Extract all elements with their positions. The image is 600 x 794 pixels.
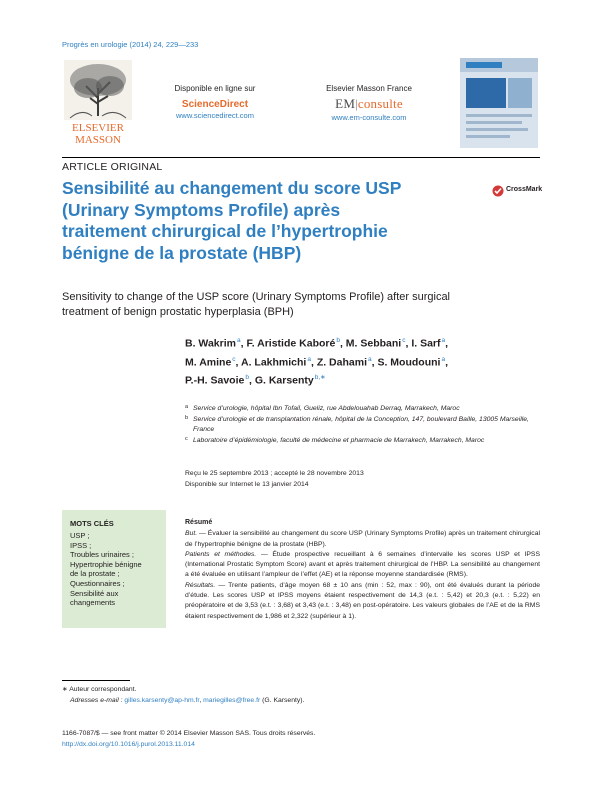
elsevier-tree-icon [62, 58, 134, 148]
keyword-item[interactable]: Sensibilité aux [70, 588, 119, 598]
elsevier-logo[interactable] [62, 58, 134, 148]
header-divider [62, 157, 540, 158]
em-consulte-block [300, 84, 438, 122]
author[interactable]: S. Moudouni [377, 356, 441, 368]
author-affiliation-mark: a [236, 337, 241, 344]
copyright-footer [62, 728, 540, 750]
doi-link[interactable]: http://dx.doi.org/10.1016/j.purol.2013.11.014 [62, 741, 195, 748]
crossmark-badge[interactable] [492, 185, 552, 197]
sciencedirect-link[interactable]: www.sciencedirect.com [176, 111, 254, 120]
footnote-divider [62, 680, 130, 681]
em-consulte-link[interactable]: www.em-consulte.com [331, 113, 407, 122]
affiliations [185, 404, 540, 446]
article-dates [185, 469, 540, 490]
footnote [62, 684, 540, 706]
journal-cover-image[interactable] [460, 58, 538, 148]
author[interactable]: M. Amine [185, 356, 232, 368]
author-affiliation-mark: c [402, 337, 406, 344]
keyword-item[interactable]: de la prostate ; [70, 569, 120, 579]
keyword-item[interactable]: USP ; [70, 531, 90, 540]
author-affiliation-mark: b,∗ [314, 374, 326, 381]
email-line: Adresses e-mail : gilles.karsenty@ap-hm.fr, mariegilles@free.fr (G. Karsenty). [70, 697, 305, 704]
author-affiliation-mark: a [368, 355, 372, 363]
author[interactable]: M. Sebbani [345, 337, 402, 350]
abstract-heading: Résumé [185, 519, 213, 526]
keywords-heading: MOTS CLÉS [70, 519, 114, 528]
abstract-paragraph: Patients et méthodes. — Étude prospective recueillant à 6 semaines d’intervalle les scores USP et IPSS (International Prostatic Symptom Score) avant et après traitement chirurgical de l’HBP. La sensibilité au changement a été évaluée en utilisant l’ampleur de l’effet (AE) et la réponse moyenne standardisée (RMS). [185, 550, 540, 579]
abstract-paragraph: Résultats. — Trente patients, d’âge moyen 68 ± 10 ans (min : 52, max : 90), ont été évalués durant la période d’étude. Les scores USP et IPSS moyens étaient respectivement de 14,3 (e.t. : 5,42) et 20,3 (e.t. : 5,22) en préopératoire et de 3,53 (e.t. : 3,68) et 3,43 (e.t. : 3,48) en post-opératoire. Les valeurs globales de l’AE et de la RMS étaient respectivement de 1,986 et 2,322 (supérieur à 1). [185, 581, 540, 620]
abstract-paragraph: But. — Évaluer la sensibilité au changement du score USP (Urinary Symptoms Profile) après un traitement chirurgical de l’hypertrophie bénigne de la prostate (HBP). [185, 530, 540, 548]
abstract [185, 518, 540, 622]
elsevier-wordmark-2: MASSON [75, 134, 121, 146]
author-affiliation-mark: a [441, 337, 446, 344]
em-consulte-logo[interactable]: EM|consulte [335, 96, 403, 111]
author-affiliation-mark: a [441, 355, 446, 363]
sciencedirect-logo[interactable]: ScienceDirect [181, 99, 249, 110]
crossmark-icon [492, 185, 504, 197]
keywords-list [70, 531, 142, 608]
author-affiliation-mark: c [232, 355, 236, 363]
sd-available-label: Disponible en ligne sur [174, 84, 256, 93]
article-type: ARTICLE ORIGINAL [62, 161, 163, 173]
keyword-item[interactable]: IPSS ; [70, 540, 92, 550]
english-title: Sensitivity to change of the USP score (Urinary Symptoms Profile) after surgical treatment of benign prostatic hyperplasia (BPH) [62, 291, 451, 318]
author-list: B. Wakrim$^a$, F. Aristide Kaboré$^b$, M. Sebbani$^c$, I. Sarf$^a$, M. Amine$^c$, A. Lakhmichi$^a$, Z. Dahami$^a$, S. Moudouni$^a$, P.-H. Savoie$^b$, G. Karsenty$^{b,∗}$ [185, 337, 449, 387]
elsevier-wordmark-1: ELSEVIER [72, 122, 124, 134]
author-affiliation-mark: a [307, 355, 311, 363]
author-affiliation-mark: b [245, 374, 249, 381]
received-date: Reçu le 25 septembre 2013 ; accepté le 28 novembre 2013 [185, 470, 364, 477]
author[interactable]: A. Lakhmichi [240, 356, 307, 368]
keywords-box [62, 510, 166, 628]
journal-cover-icon [460, 58, 538, 148]
online-date: Disponible sur Internet le 13 janvier 2014 [185, 480, 309, 488]
author[interactable]: B. Wakrim [185, 337, 236, 350]
issn-line: 1166-7087/$ — see front matter © 2014 Elsevier Masson SAS. Tous droits réservés. [62, 730, 316, 737]
keyword-item[interactable]: Questionnaires ; [70, 578, 125, 588]
author[interactable]: F. Aristide Kaboré [246, 337, 336, 350]
em-publisher-label: Elsevier Masson France [326, 84, 412, 93]
author[interactable]: P.-H. Savoie [185, 374, 245, 387]
sciencedirect-block [150, 84, 280, 120]
email-link[interactable]: mariegilles@free.fr [203, 697, 261, 704]
author[interactable]: Z. Dahami [316, 356, 367, 368]
affiliation-item: c Laboratoire d’épidémiologie, faculté de médecine et pharmacie de Marrakech, Marrakech, Maroc [185, 435, 485, 444]
author[interactable]: I. Sarf [411, 337, 441, 350]
affiliation-item: a Service d’urologie, hôpital Ibn Tofail, Gueliz, rue Abdelouahab Derraq, Marrakech, Maroc [185, 404, 460, 412]
keyword-item[interactable]: changements [70, 598, 116, 608]
keyword-item[interactable]: Hypertrophie bénigne [70, 559, 142, 569]
keyword-item[interactable]: Troubles urinaires ; [70, 550, 134, 560]
corresponding-author-note: ∗ Auteur correspondant. [62, 686, 137, 693]
article-title: Sensibilité au changement du score USP (Urinary Symptoms Profile) après traitement chirurgical de l’hypertrophie bénigne de la prostate (HBP) [62, 178, 402, 263]
crossmark-label: CrossMark [506, 186, 543, 193]
email-link[interactable]: gilles.karsenty@ap-hm.fr [124, 697, 200, 704]
author-affiliation-mark: b [336, 337, 340, 344]
affiliation-item: b Service d’urologie et de transplantation rénale, hôpital de la Conception, 147, boulevard Baille, 13005 Marseille, France [185, 414, 529, 433]
author[interactable]: G. Karsenty [254, 374, 314, 387]
journal-reference[interactable]: Progrès en urologie (2014) 24, 229—233 [62, 40, 199, 49]
